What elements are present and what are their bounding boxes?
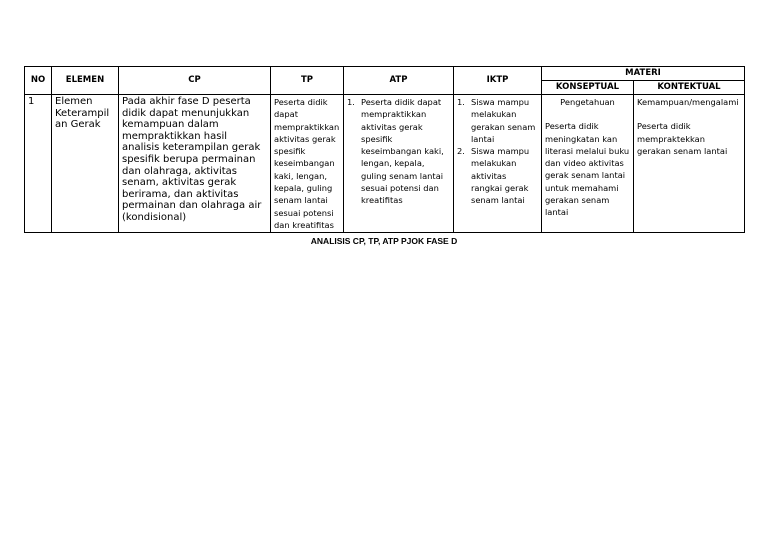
cell-tp: Peserta didik dapat mempraktikkan aktivitas gerak spesifik keseimbangan kaki, lengan, kepala, guling senam lantai sesuai potensi dan kreatifitas (271, 95, 344, 233)
header-cp: CP (119, 67, 271, 95)
analysis-sheet (24, 66, 744, 246)
kontektual-text: Peserta didik mempraktekkan gerakan senam lantai (637, 121, 728, 156)
table-row (25, 95, 745, 233)
list-item (457, 145, 538, 206)
header-row-1 (25, 67, 745, 81)
header-kontektual: KONTEKTUAL (634, 81, 745, 95)
konseptual-title: Pengetahuan (560, 97, 615, 107)
list-item (457, 96, 538, 145)
cell-cp: Pada akhir fase D peserta didik dapat menunjukkan kemampuan dalam mempraktikkan hasil analisis keterampilan gerak spesifik berupa permainan dan olahraga, aktivitas senam, aktivitas gerak berirama, dan aktivitas permainan dan olahraga air (kondisional) (119, 95, 271, 233)
list-number: 1. (457, 97, 465, 107)
cell-atp (344, 95, 454, 233)
header-tp: TP (271, 67, 344, 95)
cell-kontektual (634, 95, 745, 233)
cell-elemen: Elemen Keterampil an Gerak (52, 95, 119, 233)
header-konseptual: KONSEPTUAL (542, 81, 634, 95)
header-iktp: IKTP (454, 67, 542, 95)
list-number: 2. (457, 146, 465, 157)
analysis-table (24, 66, 745, 233)
list-text: Siswa mampu melakukan aktivitas rangkai gerak senam lantai (471, 146, 530, 206)
konseptual-text: Peserta didik meningkatan kan literasi melalui buku dan video aktivitas gerak senam lantai untuk memahami gerakan senam lantai (545, 121, 630, 218)
cell-iktp (454, 95, 542, 233)
cell-konseptual (542, 95, 634, 233)
list-item (347, 96, 450, 207)
list-text: Siswa mampu melakukan gerakan senam lantai (471, 97, 536, 144)
header-no: NO (25, 67, 52, 95)
header-materi: MATERI (542, 67, 745, 81)
list-text: Peserta didik dapat mempraktikkan aktivitas gerak spesifik keseimbangan kaki, lengan, kepala, guling senam lantai sesuai potensi dan kreatifitas (361, 97, 444, 206)
header-atp: ATP (344, 67, 454, 95)
table-caption: ANALISIS CP, TP, ATP PJOK FASE D (310, 236, 458, 247)
header-elemen: ELEMEN (52, 67, 119, 95)
list-number: 1. (347, 97, 355, 107)
cell-no: 1 (25, 95, 52, 233)
kontektual-title: Kemampuan/mengalami (637, 97, 739, 107)
